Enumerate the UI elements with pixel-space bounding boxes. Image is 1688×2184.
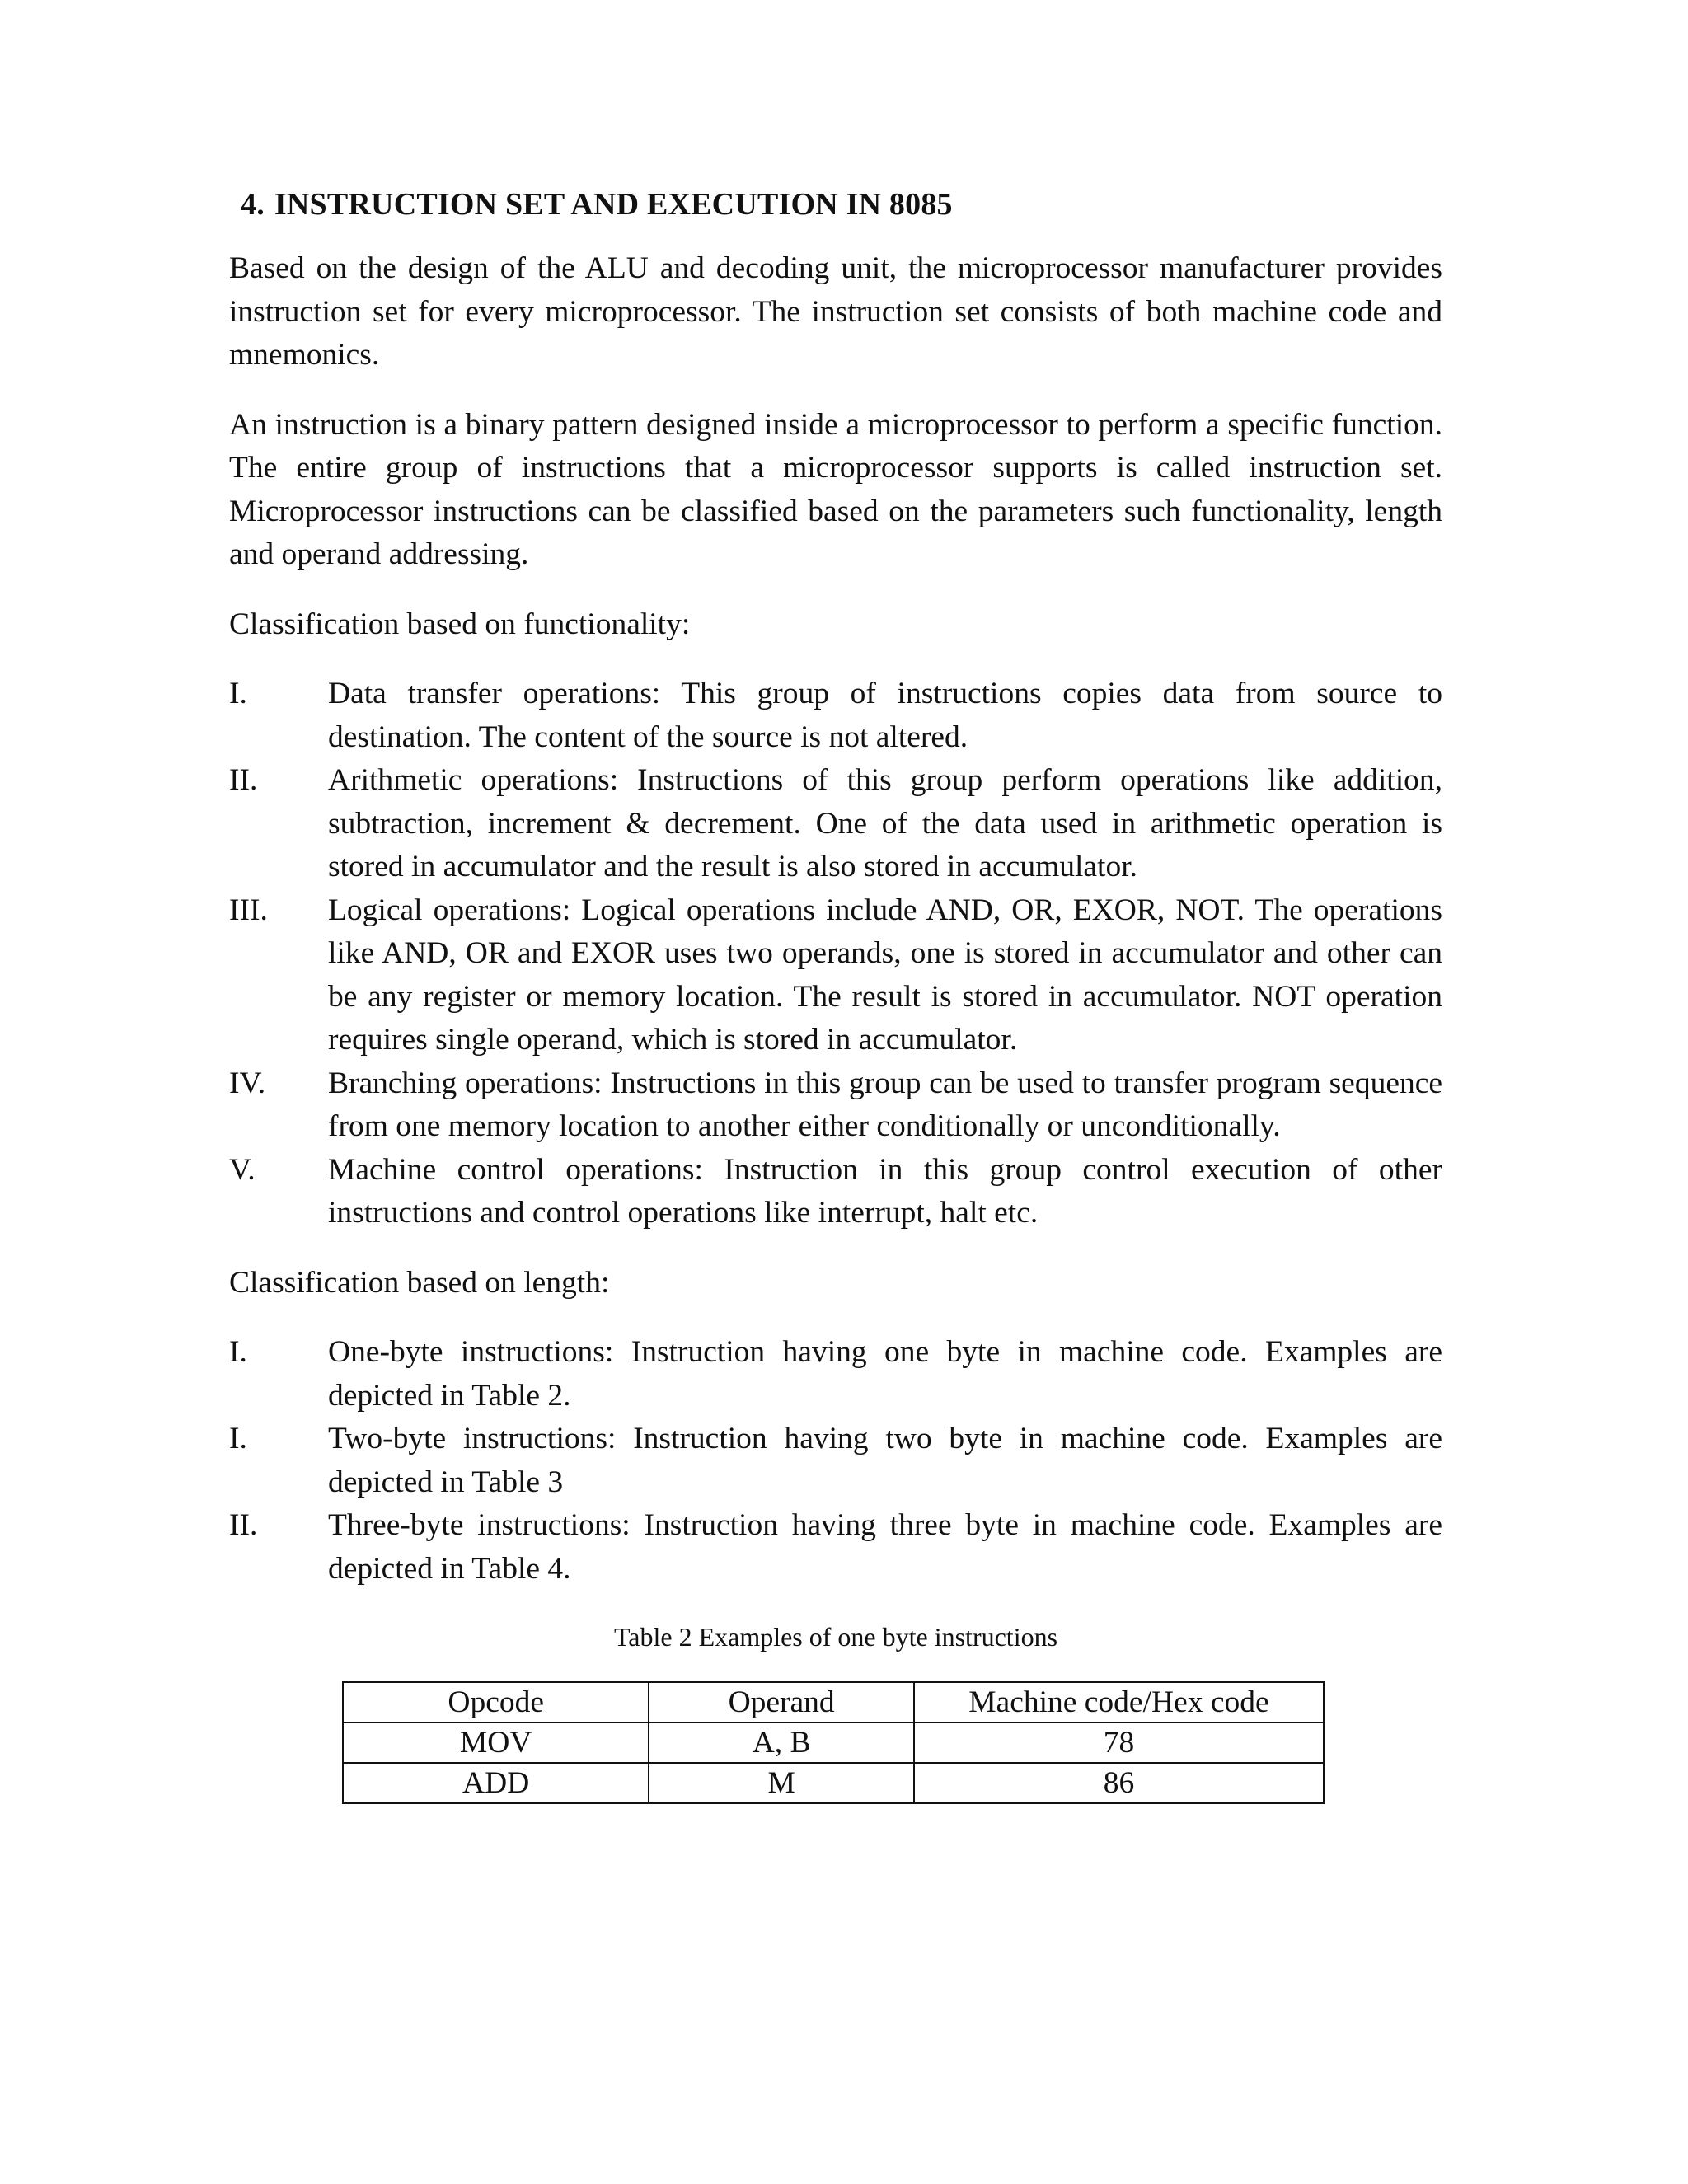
table-row xyxy=(343,1722,1324,1763)
list-text: Two-byte instructions: Instruction having two byte in machine code. Examples are depicted in Table 3 xyxy=(328,1422,1442,1499)
list-marker: II. xyxy=(229,763,258,797)
list-marker: IV. xyxy=(229,1066,266,1100)
intro-paragraph-2: An instruction is a binary pattern designed inside a microprocessor to perform a specific function. The entire group of instructions that a microprocessor supports is called instruction set. Microprocessor instructions can be classified based on the parameters such functionality, length and operand addressing. xyxy=(229,407,1442,571)
list-marker: II. xyxy=(229,1508,258,1542)
length-heading: Classification based on length: xyxy=(229,1265,610,1300)
list-marker: V. xyxy=(229,1152,256,1187)
list-item xyxy=(229,759,1442,889)
list-text: Machine control operations: Instruction in this group control execution of other instructions and control operations like interrupt, halt etc. xyxy=(328,1152,1442,1230)
list-text: Branching operations: Instructions in this group can be used to transfer program sequence from one memory location to another either conditionally or unconditionally. xyxy=(328,1066,1442,1143)
section-number: 4. xyxy=(241,187,265,222)
section-heading xyxy=(241,183,1442,226)
list-item xyxy=(229,1149,1442,1235)
section-title: INSTRUCTION SET AND EXECUTION IN 8085 xyxy=(274,187,953,222)
table-cell-opcode: MOV xyxy=(343,1722,649,1763)
column-header-operand: Operand xyxy=(649,1682,914,1722)
list-text: Logical operations: Logical operations include AND, OR, EXOR, NOT. The operations like AND, OR and EXOR uses two operands, one is stored in accumulator and other can be any register or memory location. The result is stored in accumulator. NOT operation requires single operand, which is stored in accumulator. xyxy=(328,893,1442,1057)
table-header-row xyxy=(343,1682,1324,1722)
table-caption: Table 2 Examples of one byte instructions xyxy=(613,1622,1058,1652)
list-text: One-byte instructions: Instruction having one byte in machine code. Examples are depicted in Table 2. xyxy=(328,1335,1442,1413)
column-header-opcode: Opcode xyxy=(343,1682,649,1722)
list-item xyxy=(229,1062,1442,1149)
table-cell-opcode: ADD xyxy=(343,1763,649,1803)
list-marker: III. xyxy=(229,893,268,927)
functionality-heading: Classification based on functionality: xyxy=(229,607,691,641)
list-text: Three-byte instructions: Instruction having three byte in machine code. Examples are depicted in Table 4. xyxy=(328,1508,1442,1586)
list-item xyxy=(229,673,1442,759)
table-cell-hex-code: 78 xyxy=(914,1722,1324,1763)
table-cell-hex-code: 86 xyxy=(914,1763,1324,1803)
column-header-machine-code: Machine code/Hex code xyxy=(914,1682,1324,1722)
list-marker: I. xyxy=(229,1335,247,1369)
list-text: Data transfer operations: This group of instructions copies data from source to destination. The content of the source is not altered. xyxy=(328,677,1442,754)
intro-paragraph-1: Based on the design of the ALU and decoding unit, the microprocessor manufacturer provides instruction set for every microprocessor. The instruction set consists of both machine code and mnemonics. xyxy=(229,251,1442,372)
length-list xyxy=(229,1331,1442,1591)
functionality-list xyxy=(229,673,1442,1235)
list-marker: I. xyxy=(229,677,247,710)
document-page xyxy=(229,183,1442,1804)
list-item xyxy=(229,1418,1442,1504)
list-item xyxy=(229,1331,1442,1418)
list-item xyxy=(229,1504,1442,1591)
table-row xyxy=(343,1763,1324,1803)
list-marker: I. xyxy=(229,1422,247,1455)
table-cell-operand: A, B xyxy=(649,1722,914,1763)
list-item xyxy=(229,889,1442,1062)
one-byte-instructions-table xyxy=(342,1681,1325,1804)
list-text: Arithmetic operations: Instructions of this group perform operations like addition, subtraction, increment & decrement. One of the data used in arithmetic operation is stored in accumulator and the result is also stored in accumulator. xyxy=(328,763,1442,883)
table-cell-operand: M xyxy=(649,1763,914,1803)
